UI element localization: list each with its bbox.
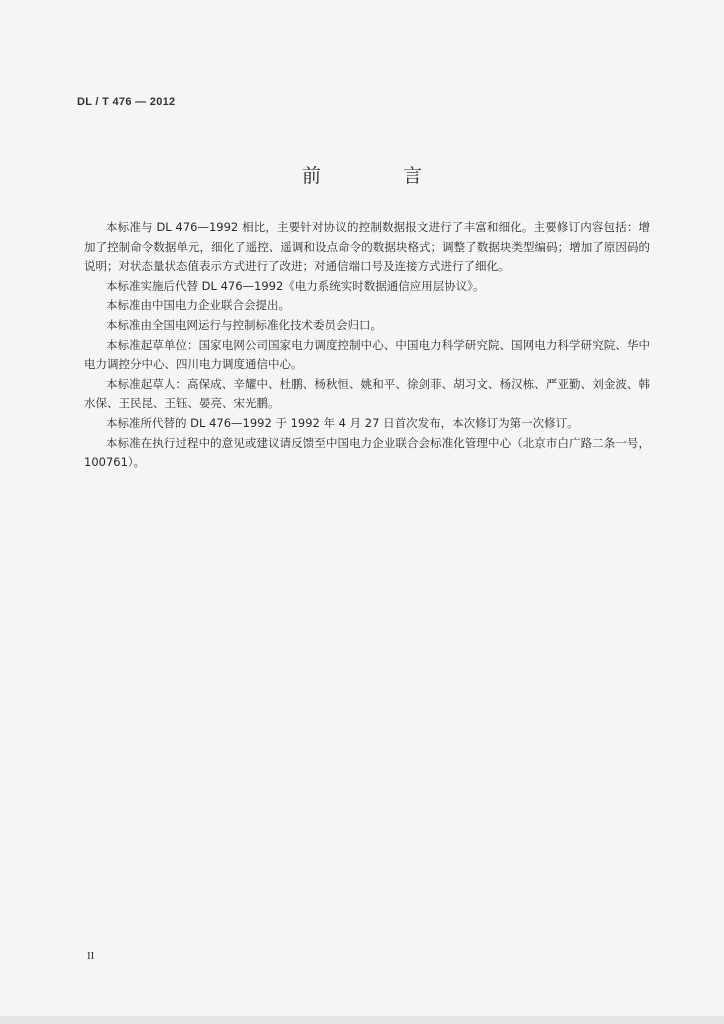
paragraph-release-history: 本标准所代替的 DL 476—1992 于 1992 年 4 月 27 日首次发布，本次修订为第一次修订。 <box>106 415 579 430</box>
foreword-body <box>84 218 650 473</box>
scan-bottom-edge <box>0 1016 724 1024</box>
standard-code-header: DL / T 476 — 2012 <box>77 96 176 108</box>
paragraph-revision-summary: 本标准与 DL 476—1992 相比，主要针对协议的控制数据报文进行了丰富和细化。主要修订内容包括：增加了控制命令数据单元，细化了遥控、遥调和设点命令的数据块格式；调整了数据块类型编码；增加了原因码的说明；对状态量状态值表示方式进行了改进；对通信端口号及连接方式进行了细化。 <box>84 220 650 274</box>
paragraph-replacement: 本标准实施后代替 DL 476—1992《电力系统实时数据通信应用层协议》。 <box>106 278 485 293</box>
page-number: II <box>87 950 95 962</box>
paragraph-centralized-unit: 本标准由全国电网运行与控制标准化技术委员会归口。 <box>106 317 382 332</box>
paragraph-drafting-units: 本标准起草单位：国家电网公司国家电力调度控制中心、中国电力科学研究院、国网电力科学研究院、华中电力调控分中心、四川电力调度通信中心。 <box>84 337 650 372</box>
paragraph-drafters: 本标准起草人：高保成、辛耀中、杜鹏、杨秋恒、姚和平、徐剑菲、胡习文、杨汉栋、严亚勤、刘金波、韩水保、王民昆、王钰、晏亮、宋光鹏。 <box>84 376 650 411</box>
page-title: 前 言 <box>301 165 461 187</box>
paragraph-feedback-contact: 本标准在执行过程中的意见或建议请反馈至中国电力企业联合会标准化管理中心（北京市白广路二条一号，100761）。 <box>84 435 650 470</box>
paragraph-proposer: 本标准由中国电力企业联合会提出。 <box>106 298 290 313</box>
